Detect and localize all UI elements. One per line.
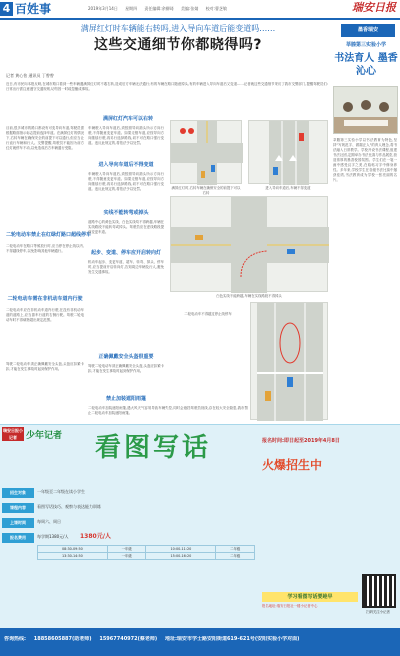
header-rule xyxy=(0,18,400,20)
sidebar-body: 莘塍第三实验小学以书法教育为特色,坚持"写规范字、做端正人"的育人理念,将书法融入日常教学。学校开设书法课程,组建书法社团,定期举办书法比赛与作品展览,营造浓厚的墨香校园氛围。学生们在一笔一画中感受汉字之美,在临帖习字中修身养性。多年来,学校学生在各级书法比赛中屡获佳绩,书法教育成为学校一张亮丽的名片。 xyxy=(333,138,397,182)
table-cell: 一年级 xyxy=(107,546,146,553)
ad-schedule-table xyxy=(37,545,255,560)
ad-title: 看图写话 xyxy=(95,433,212,463)
editor-credit: 责任编辑:余柳琦 xyxy=(144,6,174,11)
intersection-diagram-icon xyxy=(171,121,243,185)
subhead-lane-change: 二轮电动车禁止在红绿灯路口超线停车 xyxy=(6,232,92,238)
ad-row-label: 课程内容 xyxy=(2,503,34,513)
body-paragraph: 二轮电动车加装遮阳雨篷,遇大风天气容易导致车辆失控,同时会遮挡驾驶员视线,存在较大安全隐患,我市禁止二轮电动车加装遮阳雨篷。 xyxy=(88,406,248,415)
subhead-turn-signal: 起步、变道、停车应开启转向灯 xyxy=(90,250,161,256)
subhead-guide-lane: 进入导向车道后不得变道 xyxy=(98,162,154,168)
body-paragraph: 车辆驶入导向车道后,须按照导向箭头所示方向行驶,不得随意变更车道。如果走错车道,应按导向方向继续行驶,再另行选择路线,切不可在路口强行变道。违反此规定的,将依法予以处罚。 xyxy=(88,126,164,145)
ad-slogan: 学习看图写话要趁早 xyxy=(262,592,358,602)
ad-row-value: 每学期1380元/人 xyxy=(37,534,69,539)
table-cell: 二年级 xyxy=(216,553,255,560)
ad-price: 1380元/人 xyxy=(80,533,111,540)
body-paragraph: 二轮电动车在路口等候放行时,应当停在停止线以内,不得越线停车,以免影响其他车辆通行。 xyxy=(6,244,84,253)
subhead-ebike-lane: 二轮电动车需在非机动车道内行驶 xyxy=(7,296,83,302)
ad-row xyxy=(2,533,256,545)
sidebar-photo xyxy=(333,86,398,134)
table-cell: 13:30-14:50 xyxy=(38,553,108,560)
lane-arrow-diagram-icon xyxy=(249,121,329,185)
ad-row xyxy=(2,488,256,500)
ad-dates: 报名时间:即日起至2019年4月8日 xyxy=(262,438,340,444)
calligraphy-class-photo-icon xyxy=(334,87,397,133)
caption-stop-line: 二轮电动车不得越过停止线停车 xyxy=(184,312,232,316)
ad-row xyxy=(2,503,256,515)
diagram-red-light xyxy=(170,120,242,184)
article-lead: 近日,有市民向本报反映,在城市路口看到一些车辆遇满屏红灯时不敢右转,造成后方车辆无法通行;有的车辆在路口随意掉头,有的车辆进入导向车道后又变道……记者就这些交通细节采访了我市交警部门,提醒驾驶员们:日常出行需注意遵守交通规则,切勿因一时疏忽酿成事故。 xyxy=(6,82,328,91)
ad-row-label: 招生对象 xyxy=(2,488,34,498)
body-paragraph: 目前,很多城市的路口都设有可变导向车道,驾驶员需根据路面指示标志提前选择车道。在满屏红灯的情况下,右转车辆在确保安全的前提下可以通行,但应当让行直行车辆和行人。交警提醒,驾驶员不能因为前方红灯就停车不动,以免造成后方车辆通行受阻。 xyxy=(6,126,84,150)
body-paragraph: 驾驶二轮电动车须正确佩戴安全头盔,头盔应扣紧卡扣,才能在发生事故时起到保护作用。 xyxy=(6,362,84,371)
qr-code-icon[interactable] xyxy=(362,574,396,608)
table-cell: 08:30-09:50 xyxy=(38,546,108,553)
ad-brand: 少年记者 xyxy=(26,431,63,441)
ad-info-rows xyxy=(2,488,256,548)
caption-red-light: 满屏红灯时,右转车辆在确保安全的前提下可以右转 xyxy=(171,186,241,195)
ad-row-value: 每周六、周日 xyxy=(37,519,61,524)
designer-credit: 美编:张婧 xyxy=(181,6,199,11)
caption-guide-lane: 进入导向车道后,车辆不得变道 xyxy=(265,186,311,190)
body-paragraph: 车辆驶入导向车道后,须按照导向箭头所示方向行驶,不得随意变更车道。如果走错车道,应按导向方向继续行驶,再另行选择路线,切不可在路口强行变道。违反此规定的,将依法予以处罚。 xyxy=(88,172,164,191)
section-title: 百姓事 xyxy=(15,2,52,16)
body-paragraph: 驾驶二轮电动车须正确佩戴安全头盔,头盔应扣紧卡扣,才能在发生事故时起到保护作用。 xyxy=(88,364,164,373)
sidebar-title: 书法育人 墨香沁心 xyxy=(334,53,398,77)
table-cell: 一年级 xyxy=(107,553,146,560)
ad-address-note: 报名地址:瑞安日报社一楼小记者中心 xyxy=(262,604,318,608)
qr-caption: 扫码关注小记者 xyxy=(366,610,390,614)
footer-contact xyxy=(4,636,396,643)
newspaper-logo: 瑞安日报 xyxy=(352,1,396,14)
sidebar-tag: 墨香瑞安 xyxy=(341,24,395,37)
sidebar-school: 莘塍第三实验小学 xyxy=(345,42,386,48)
table-row xyxy=(38,546,255,553)
subhead-sunshade: 禁止加装遮阳雨篷 xyxy=(105,396,146,402)
issue-meta xyxy=(88,6,233,12)
body-paragraph: 道路中心的黄色实线、白色实线均不得跨越,车辆在实线路段不能转弯或掉头。驾驶员应在虚线路段提前变更车道。 xyxy=(88,220,164,234)
article-byline: 记者 黄心怡 通讯员 丁曾曾 xyxy=(6,73,54,78)
table-cell: 15:00-16:20 xyxy=(146,553,216,560)
article-headline: 这些交通细节你都晓得吗? xyxy=(93,37,263,53)
stop-line-diagram-icon xyxy=(251,303,329,421)
table-cell: 二年级 xyxy=(216,546,255,553)
proof-credit: 校对:曹芝敏 xyxy=(205,6,228,11)
caption-turning: 白色实线不能跨越,车辆在实线路段不得掉头 xyxy=(216,294,282,298)
subhead-red-light-right-turn: 满屏红灯汽车可以右转 xyxy=(102,116,153,122)
diagram-guide-lane xyxy=(248,120,328,184)
masthead xyxy=(0,0,400,18)
ad-row-value: 一年级至二年级在读小学生 xyxy=(37,489,85,494)
ad-row-value: 看图写话技巧、观察与表达能力训练 xyxy=(37,504,101,509)
footer-phone-1: 18858605887(助老师) xyxy=(33,636,92,642)
article-kicker: 满屏红灯时车辆能右转吗,进入导向车道后能变道吗…… xyxy=(80,24,276,33)
ad-row xyxy=(2,518,256,530)
body-paragraph: 机动车起步、变更车道、超车、转弯、掉头、停车时,应当提前开启转向灯,告知周边车辆及行人,避免发生交通事故。 xyxy=(88,260,164,274)
table-row xyxy=(38,553,255,560)
body-paragraph: 二轮电动车应在非机动车道内行驶,在没有非机动车道的道路上,应当靠车行道的右侧行驶。驾驶二轮电动车时不得载物超出规定范围。 xyxy=(6,308,84,322)
ad-hot-label: 火爆招生中 xyxy=(262,458,323,472)
issue-weekday: 星期四 xyxy=(125,6,138,11)
footer-phone-label: 咨询热线: xyxy=(4,636,26,642)
diagram-stop-line xyxy=(250,302,328,420)
ad-row-label: 报名费用 xyxy=(2,533,34,543)
page-number: 4 xyxy=(0,2,13,16)
subhead-helmet: 正确佩戴安全头盔很重要 xyxy=(98,354,154,360)
ad-logo: 瑞安日报小记者 xyxy=(3,428,23,440)
issue-date: 2019年3月14日 xyxy=(88,6,118,11)
turning-diagram-icon xyxy=(171,197,329,293)
table-cell: 10:00-11:20 xyxy=(146,546,216,553)
diagram-turning xyxy=(170,196,328,292)
subhead-solid-line: 实线不能转弯或掉头 xyxy=(103,210,149,216)
footer-address: 地址:瑞安市学士路安阳街道619-621号(安阳实验小学对面) xyxy=(164,636,300,642)
ad-row-label: 上课时间 xyxy=(2,518,34,528)
footer-phone-2: 15967740972(蔡老师) xyxy=(99,636,158,642)
